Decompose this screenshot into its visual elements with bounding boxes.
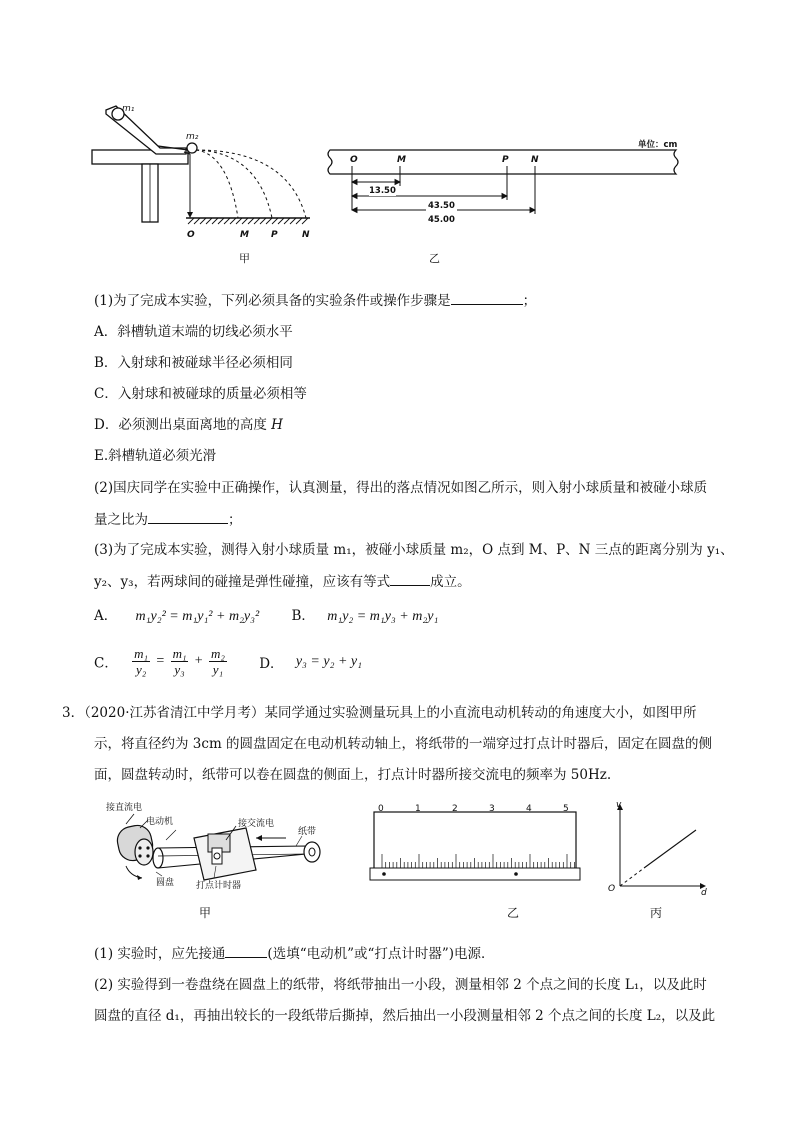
label-jia-P: P (271, 230, 278, 240)
q3-c-lhs-num: m₁ (134, 646, 149, 661)
figure-2-yi-ruler (368, 808, 588, 888)
caption-2-bing: 丙 (650, 906, 663, 920)
q3-c-r1-num: m₁ (172, 646, 187, 661)
dim-45-00: 45.00 (428, 215, 455, 225)
label-yi-N: N (531, 155, 539, 165)
graph-axis-d: d (701, 888, 707, 898)
label-dc-power: 接直流电 (106, 803, 143, 813)
p3-q1-text: (1) 实验时，应先接通 (94, 946, 226, 962)
q3-option-d-label: D． (259, 655, 284, 672)
q3-option-c-label: C． (94, 655, 118, 672)
label-m2: m₂ (186, 132, 199, 142)
q1-option-e: E.斜槽轨道必须光滑 (94, 448, 217, 464)
dim-43-50: 43.50 (428, 201, 455, 211)
q2-line2-end: ； (228, 512, 242, 528)
p3-q1 (94, 943, 495, 964)
q2-line1: (2)国庆同学在实验中正确操作，认真测量，得出的落点情况如图乙所示，则入射小球质量和被碰小球质 (94, 480, 708, 496)
figure-2-jia-apparatus (96, 800, 346, 890)
graph-axis-v: v (616, 800, 622, 810)
label-motor: 电动机 (146, 817, 174, 827)
p3-q1-end: (选填“电动机”或“打点计时器”)电源． (267, 946, 495, 962)
q1-option-d (94, 415, 283, 435)
label-timer: 打点计时器 (196, 881, 242, 891)
figure-yi-strip (324, 138, 684, 218)
ruler-label-1: 1 (415, 804, 421, 814)
q3-line2-text: y₂、y₃，若两球间的碰撞是弹性碰撞，应该有等式 (94, 574, 391, 590)
q1-option-d-text: D．必须测出桌面离地的高度 (94, 417, 267, 433)
q3-c-r2-num: m₂ (210, 646, 225, 661)
figure-1 (88, 98, 708, 268)
q3-option-a-formula: m₁y₂² = m₁y₁² + m₂y₃² (135, 609, 260, 624)
label-yi-O: O (350, 155, 358, 165)
q3-c-plus: + (194, 653, 203, 669)
q1-option-a: A．斜槽轨道末端的切线必须水平 (94, 324, 293, 340)
q3-option-d-formula: y₃ = y₂ + y₁ (295, 653, 362, 669)
problem3-line3: 面，圆盘转动时，纸带可以卷在圆盘的侧面上，打点计时器所接交流电的频率为 50Hz. (94, 767, 612, 783)
figure-2 (96, 800, 716, 925)
q1-option-c: C．入射球和被碰球的质量必须相等 (94, 386, 307, 402)
q3-option-b-label: B． (291, 608, 315, 624)
q3-line1: (3)为了完成本实验，测得入射小球质量 m₁，被碰小球质量 m₂，O 点到 M、P、N 三点的距离分别为 y₁、 (94, 542, 734, 558)
q1-stem-end: ； (522, 293, 537, 309)
q3-option-b-formula: m₁y₂ = m₁y₃ + m₂y₁ (327, 609, 439, 624)
label-jia-O: O (187, 230, 195, 240)
q3-options-ab (94, 606, 438, 627)
ruler-label-5: 5 (563, 804, 569, 814)
q1-option-d-var: H (271, 417, 283, 433)
q1-stem (94, 290, 536, 311)
figure-jia-apparatus (88, 98, 328, 248)
q3-c-r1-den: y₃ (174, 662, 185, 677)
q2-line2 (94, 509, 242, 530)
q3-line2 (94, 571, 471, 592)
q3-answer-blank[interactable] (390, 571, 430, 586)
caption-2-yi: 乙 (507, 906, 520, 920)
label-yi-P: P (502, 155, 509, 165)
dim-13-50: 13.50 (369, 186, 396, 196)
p3-q1-answer-blank[interactable] (225, 943, 267, 958)
q3-c-equals: = (156, 653, 165, 669)
p3-q2-line1: (2) 实验得到一卷盘绕在圆盘上的纸带，将纸带抽出一小段，测量相邻 2 个点之间的长度 L₁，以及此时 (94, 977, 707, 993)
label-yi-M: M (397, 155, 406, 165)
q2-answer-blank[interactable] (148, 509, 228, 524)
label-tape: 纸带 (298, 827, 317, 837)
problem3-line1: 3．（2020·江苏省清江中学月考）某同学通过实验测量玩具上的小直流电动机转动的角速度大小，如图甲所 (62, 705, 697, 721)
q3-c-lhs-den: y₂ (135, 662, 147, 677)
q2-line2-text: 量之比为 (94, 512, 148, 528)
ruler-label-3: 3 (489, 804, 495, 814)
label-m1: m₁ (122, 104, 135, 114)
label-disk: 圆盘 (156, 878, 175, 888)
q1-option-b: B．入射球和被碰球半径必须相同 (94, 355, 293, 371)
q3-line2-end: 成立。 (430, 574, 471, 590)
label-jia-N: N (302, 230, 310, 240)
graph-origin: O (608, 884, 616, 894)
ruler-label-0: 0 (378, 804, 384, 814)
caption-2-jia: 甲 (199, 906, 212, 920)
q3-option-c-lhs (132, 646, 150, 677)
q3-option-a-label: A． (94, 608, 118, 624)
ruler-label-2: 2 (452, 804, 458, 814)
caption-yi: 乙 (429, 252, 440, 265)
p3-q2-line2: 圆盘的直径 d₁，再抽出较长的一段纸带后撕掉，然后抽出一小段测量相邻 2 个点之间的长度 L₂，以及此 (94, 1008, 716, 1024)
caption-jia: 甲 (239, 252, 250, 265)
problem3-line2: 示，将直径约为 3cm 的圆盘固定在电动机转动轴上，将纸带的一端穿过打点计时器后，固定在圆盘的侧 (94, 736, 713, 752)
q3-option-c-r1 (171, 646, 189, 677)
q3-option-c-r2 (209, 646, 227, 677)
q1-stem-text: (1)为了完成本实验，下列必须具备的实验条件或操作步骤是 (94, 293, 451, 309)
ruler-label-4: 4 (526, 804, 532, 814)
q1-answer-blank[interactable] (451, 290, 523, 305)
label-ac-power: 接交流电 (238, 819, 275, 829)
label-unit: 单位：cm (638, 140, 678, 150)
label-jia-M: M (240, 230, 249, 240)
q3-c-r2-den: y₁ (212, 662, 224, 677)
figure-2-bing-graph (610, 800, 710, 896)
q3-options-cd (94, 646, 362, 686)
